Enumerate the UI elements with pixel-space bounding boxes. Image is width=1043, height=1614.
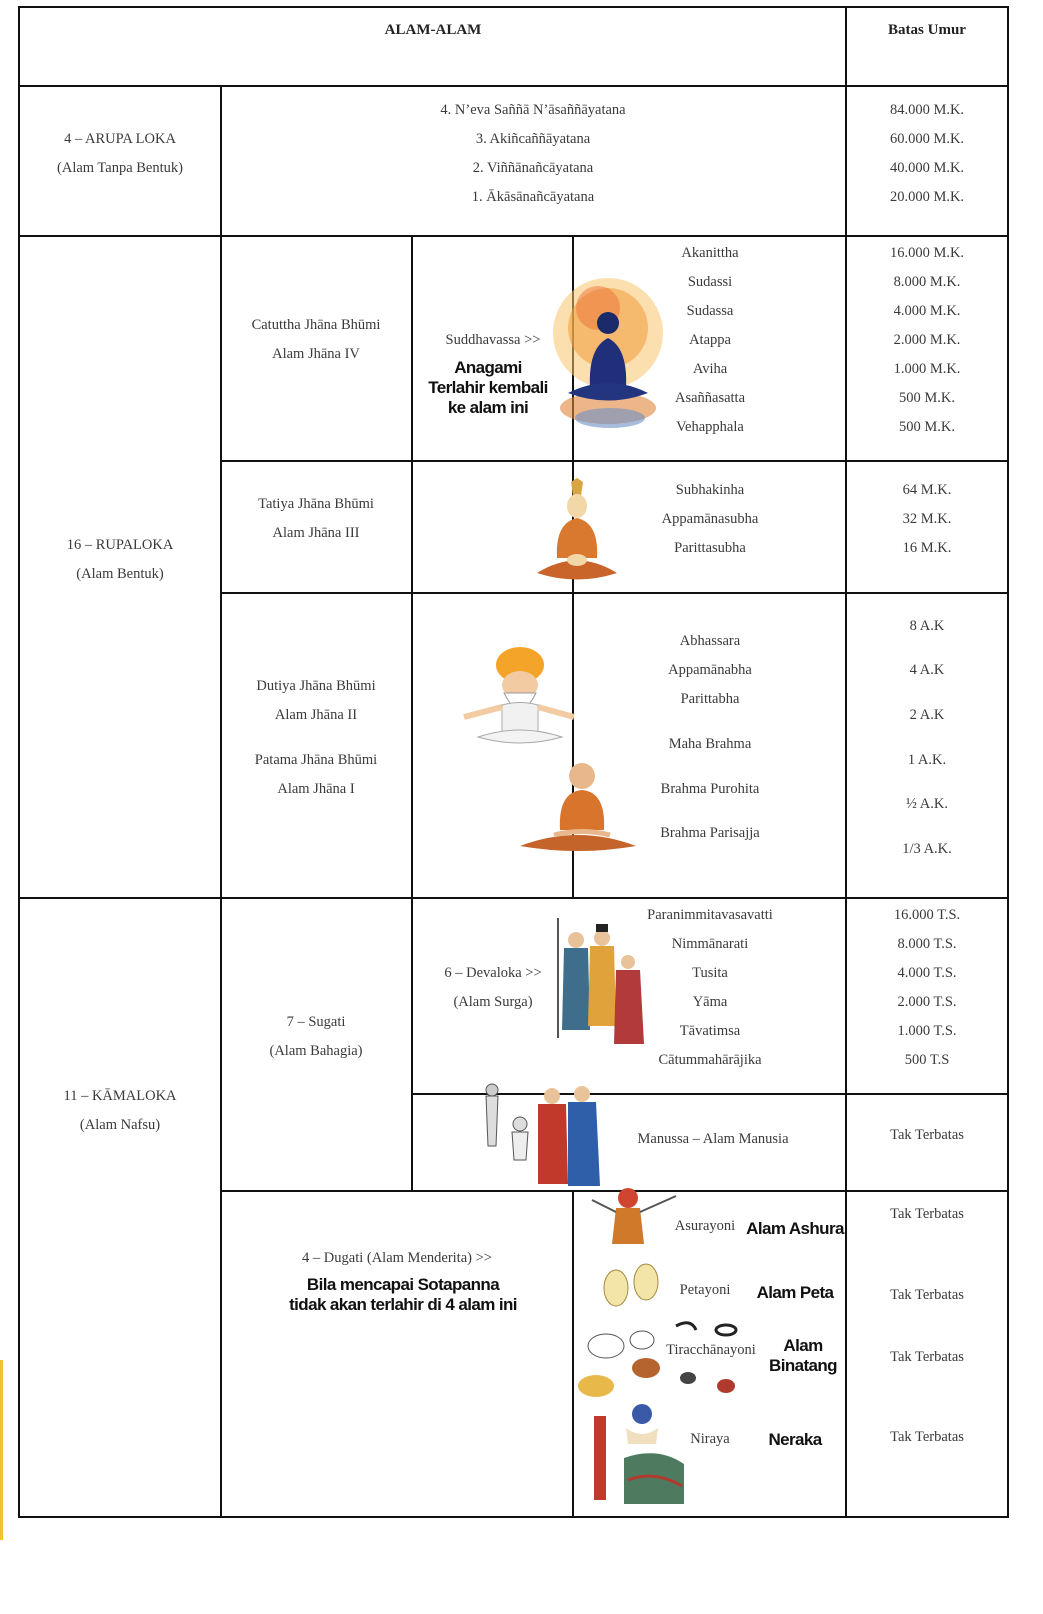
jhana4-age: 4.000 M.K.: [893, 303, 961, 319]
manussa-name: Manussa – Alam Manusia: [637, 1131, 789, 1147]
sugati-sub: (Alam Bahagia): [269, 1043, 363, 1059]
sugati-name: 7 – Sugati: [286, 1014, 346, 1030]
devaloka-realm: Tāvatimsa: [679, 1023, 741, 1039]
jhana3-realm: Subhakinha: [675, 482, 745, 498]
arupa-loka-name: 4 – ARUPA LOKA: [64, 131, 176, 147]
jhana21-age: 4 A.K: [909, 662, 945, 678]
rupaloka-name: 16 – RUPALOKA: [66, 537, 174, 553]
arupa-loka-sub: (Alam Tanpa Bentuk): [57, 160, 183, 176]
hell-scene-illustration: [588, 1400, 688, 1508]
arupa-realm: 2. Viññānañcāyatana: [472, 160, 594, 176]
suddhavassa-label: Suddhavassa >>: [445, 332, 541, 348]
dugati-realm-indo: Alam: [783, 1336, 823, 1355]
header-realms-title: ALAM-ALAM: [384, 22, 482, 38]
dugati-realm-pali: Asurayoni: [674, 1218, 736, 1234]
devaloka-age: 8.000 T.S.: [897, 936, 957, 952]
dugati-name: 4 – Dugati (Alam Menderita) >>: [302, 1250, 492, 1266]
jhana21-age: 2 A.K: [909, 707, 945, 723]
jhana21-realm: Appamānabha: [668, 662, 752, 678]
peta-ghosts-illustration: [596, 1258, 666, 1314]
dugati-realm-age: Tak Terbatas: [890, 1349, 964, 1365]
devaloka-age: 500 T.S: [904, 1052, 950, 1068]
golden-buddha-statue-illustration: [535, 478, 620, 586]
jhana3-age: 32 M.K.: [902, 511, 952, 527]
jhana1-sub: Alam Jhāna I: [277, 781, 355, 797]
devas-group-illustration: [552, 918, 648, 1050]
jhana4-realm: Atappa: [689, 332, 731, 348]
dugati-realm-indo: Neraka: [768, 1430, 822, 1449]
dugati-realm-age: Tak Terbatas: [890, 1287, 964, 1303]
jhana21-realm: Brahma Parisajja: [660, 825, 760, 841]
jhana21-realm: Abhassara: [679, 633, 741, 649]
jhana4-age: 2.000 M.K.: [893, 332, 961, 348]
jhana4-age: 8.000 M.K.: [893, 274, 961, 290]
arupa-realm: 3. Akiñcaññāyatana: [475, 131, 591, 147]
jhana4-age: 16.000 M.K.: [889, 245, 965, 261]
arupa-realm: 1. Ākāsānañcāyatana: [471, 189, 595, 205]
jhana4-realm: Aviha: [692, 361, 728, 377]
turbaned-yogi-illustration: [458, 645, 580, 750]
sotapanna-note: Bila mencapai Sotapanna: [306, 1275, 500, 1294]
jhana2-sub: Alam Jhāna II: [274, 707, 358, 723]
jhana3-realm: Appamānasubha: [661, 511, 759, 527]
jhana4-name: Catuttha Jhāna Bhūmi: [251, 317, 381, 333]
arupa-age: 60.000 M.K.: [889, 131, 965, 147]
dugati-realm-indo: Alam Ashura: [746, 1219, 844, 1238]
jhana21-age: 1 A.K.: [907, 752, 947, 768]
arupa-realm: 4. N’eva Saññā N’āsaññāyatana: [440, 102, 626, 118]
meditating-buddha-aura-illustration: [548, 268, 668, 433]
jhana1-name: Patama Jhāna Bhūmi: [254, 752, 378, 768]
jhana3-name: Tatiya Jhāna Bhūmi: [258, 496, 374, 512]
jhana4-realm: Sudassa: [686, 303, 734, 319]
manussa-age: Tak Terbatas: [890, 1127, 964, 1143]
anagami-note: Terlahir kembali: [428, 378, 548, 397]
devaloka-realm: Yāma: [692, 994, 728, 1010]
devaloka-age: 1.000 T.S.: [897, 1023, 957, 1039]
animals-illustration: [576, 1316, 746, 1404]
devaloka-age: 16.000 T.S.: [893, 907, 961, 923]
devaloka-name: 6 – Devaloka >>: [444, 965, 542, 981]
jhana4-sub: Alam Jhāna IV: [272, 346, 360, 362]
jhana21-realm: Maha Brahma: [668, 736, 752, 752]
devaloka-realm: Tusita: [692, 965, 728, 981]
jhana3-sub: Alam Jhāna III: [272, 525, 360, 541]
jhana4-age: 500 M.K.: [899, 390, 955, 406]
jhana4-age: 500 M.K.: [899, 419, 955, 435]
jhana4-realm: Akanittha: [681, 245, 739, 261]
jhana3-age: 16 M.K.: [902, 540, 952, 556]
monk-meditating-illustration: [514, 760, 642, 855]
arupa-age: 84.000 M.K.: [889, 102, 965, 118]
jhana2-name: Dutiya Jhāna Bhūmi: [256, 678, 376, 694]
jhana21-realm: Parittabha: [680, 691, 740, 707]
dugati-realm-pali: Niraya: [690, 1431, 730, 1447]
dugati-realm-pali: Petayoni: [679, 1282, 731, 1298]
asura-warrior-illustration: [588, 1182, 678, 1256]
anagami-note: ke alam ini: [447, 398, 529, 417]
left-edge-accent-bar: [0, 1360, 3, 1540]
arupa-age: 20.000 M.K.: [889, 189, 965, 205]
jhana3-age: 64 M.K.: [902, 482, 952, 498]
devaloka-age: 4.000 T.S.: [897, 965, 957, 981]
rupaloka-sub: (Alam Bentuk): [76, 566, 164, 582]
kamaloka-sub: (Alam Nafsu): [79, 1117, 161, 1133]
header-lifespan-title: Batas Umur: [888, 22, 966, 38]
kamaloka-name: 11 – KĀMALOKA: [63, 1088, 177, 1104]
jhana21-age: ½ A.K.: [906, 796, 948, 812]
humans-group-illustration: [480, 1080, 605, 1192]
jhana4-realm: Asaññasatta: [674, 390, 746, 406]
dugati-realm-pali: Tiracchānayoni: [666, 1342, 756, 1358]
devaloka-realm: Paranimmitavasavatti: [647, 907, 773, 923]
devaloka-age: 2.000 T.S.: [897, 994, 957, 1010]
dugati-realm-age: Tak Terbatas: [890, 1429, 964, 1445]
jhana21-realm: Brahma Purohita: [660, 781, 760, 797]
devaloka-sub: (Alam Surga): [453, 994, 533, 1010]
jhana4-realm: Sudassi: [687, 274, 733, 290]
dugati-realm-indo: Alam Peta: [756, 1283, 834, 1302]
dugati-realm-age: Tak Terbatas: [890, 1206, 964, 1222]
sotapanna-note: tidak akan terlahir di 4 alam ini: [289, 1295, 517, 1314]
devaloka-realm: Nimmānarati: [671, 936, 749, 952]
arupa-age: 40.000 M.K.: [889, 160, 965, 176]
anagami-note: Anagami: [454, 358, 522, 377]
jhana4-age: 1.000 M.K.: [893, 361, 961, 377]
jhana21-age: 1/3 A.K.: [902, 841, 952, 857]
jhana21-age: 8 A.K: [909, 618, 945, 634]
jhana3-realm: Parittasubha: [674, 540, 746, 556]
jhana4-realm: Vehapphala: [676, 419, 744, 435]
dugati-realm-indo: Binatang: [769, 1356, 837, 1375]
devaloka-realm: Cātummahārājika: [658, 1052, 762, 1068]
